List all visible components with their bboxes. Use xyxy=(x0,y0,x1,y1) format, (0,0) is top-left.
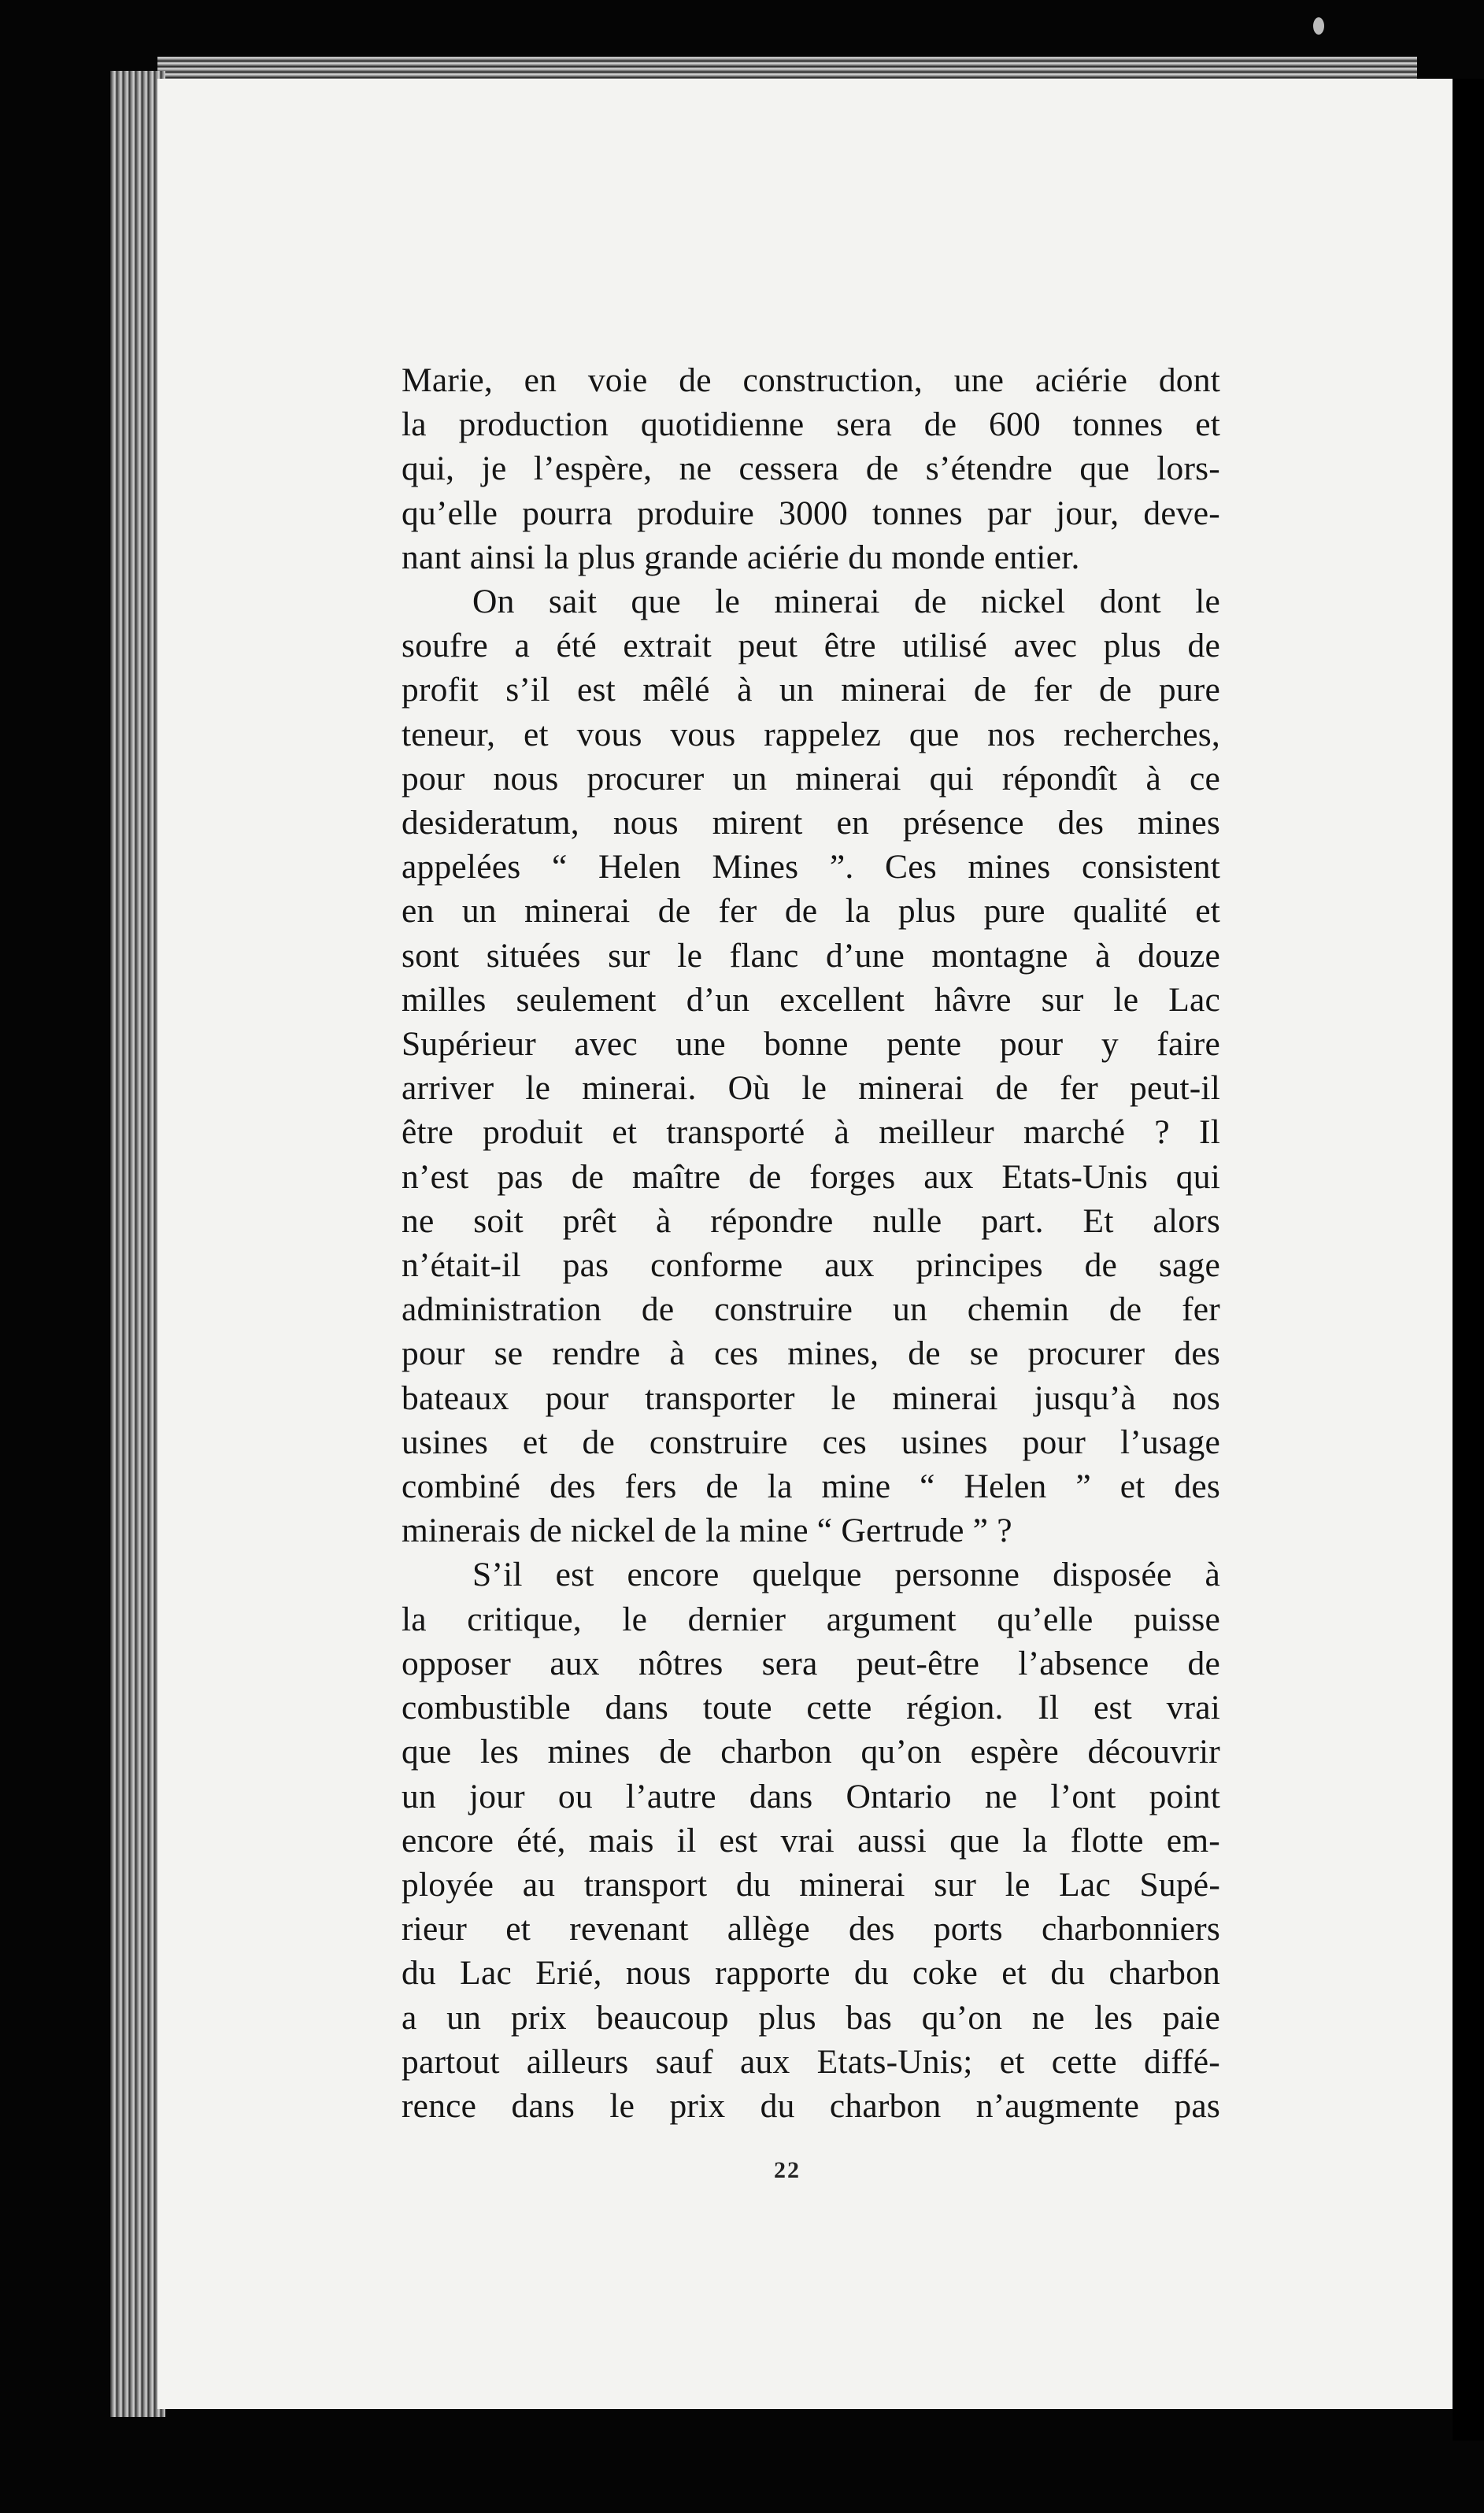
text-line: qu’elle pourra produire 3000 tonnes par jour, deve- xyxy=(402,494,1220,532)
paragraph-2 xyxy=(402,579,1220,1553)
text-line: n’est pas de maître de forges aux Etats-Unis qui xyxy=(402,1157,1220,1196)
text-line: usines et de construire ces usines pour l’usage xyxy=(402,1423,1220,1461)
text-line: ployée au transport du minerai sur le Lac Supé- xyxy=(402,1865,1220,1904)
text-line: que les mines de charbon qu’on espère découvrir xyxy=(402,1733,1220,1771)
text-line: rence dans le prix du charbon n’augmente pas xyxy=(402,2086,1220,2125)
text-line: On sait que le minerai de nickel dont le xyxy=(472,583,1220,621)
text-line: qui, je l’espère, ne cessera de s’étendre que lors- xyxy=(402,450,1220,488)
text-line: administration de construire un chemin de fer xyxy=(402,1290,1220,1329)
text-line: teneur, et vous vous rappelez que nos recherches, xyxy=(402,715,1220,753)
text-line: bateaux pour transporter le minerai jusqu’à nos xyxy=(402,1379,1220,1417)
text-line: a un prix beaucoup plus bas qu’on ne les paie xyxy=(402,1998,1220,2037)
text-line: S’il est encore quelque personne disposée à xyxy=(472,1556,1220,1594)
text-line: pour nous procurer un minerai qui répondît à ce xyxy=(402,759,1220,798)
text-line: du Lac Erié, nous rapporte du coke et du charbon xyxy=(402,1954,1220,1993)
text-line: Marie, en voie de construction, une aciérie dont xyxy=(402,361,1220,399)
text-line: appelées “ Helen Mines ”. Ces mines consistent xyxy=(402,848,1220,886)
text-line: la production quotidienne sera de 600 tonnes et xyxy=(402,405,1220,444)
text-line: un jour ou l’autre dans Ontario ne l’ont point xyxy=(402,1777,1220,1815)
text-line: la critique, le dernier argument qu’elle puisse xyxy=(402,1600,1220,1638)
page-number: 22 xyxy=(774,2157,801,2183)
text-line: être produit et transporté à meilleur marché ? Il xyxy=(402,1113,1220,1152)
body-text xyxy=(402,358,1220,2128)
text-line: encore été, mais il est vrai aussi que la flotte em- xyxy=(402,1821,1220,1860)
right-shadow xyxy=(1453,79,1484,2441)
text-line: combustible dans toute cette région. Il est vrai xyxy=(402,1689,1220,1727)
text-line: Supérieur avec une bonne pente pour y faire xyxy=(402,1025,1220,1064)
text-line: nant ainsi la plus grande aciérie du monde entier. xyxy=(402,538,1080,576)
text-line: n’était-il pas conforme aux principes de sage xyxy=(402,1246,1220,1285)
dust-speck xyxy=(1313,17,1324,35)
text-line: opposer aux nôtres sera peut-être l’absence de xyxy=(402,1644,1220,1682)
text-line: milles seulement d’un excellent hâvre sur le Lac xyxy=(402,980,1220,1019)
paragraph-3 xyxy=(402,1553,1220,2128)
text-line: partout ailleurs sauf aux Etats-Unis; et cette diffé- xyxy=(402,2042,1220,2081)
text-line: sont situées sur le flanc d’une montagne à douze xyxy=(402,936,1220,975)
text-line: desideratum, nous mirent en présence des mines xyxy=(402,804,1220,842)
text-line: ne soit prêt à répondre nulle part. Et alors xyxy=(402,1201,1220,1240)
text-line: soufre a été extrait peut être utilisé avec plus de xyxy=(402,627,1220,665)
paragraph-1 xyxy=(402,358,1220,579)
text-line: combiné des fers de la mine “ Helen ” et des xyxy=(402,1467,1220,1506)
text-line: minerais de nickel de la mine “ Gertrude ” ? xyxy=(402,1512,1012,1550)
text-line: pour se rendre à ces mines, de se procurer des xyxy=(402,1334,1220,1373)
text-line: en un minerai de fer de la plus pure qualité et xyxy=(402,892,1220,931)
text-line: profit s’il est mêlé à un minerai de fer de pure xyxy=(402,671,1220,709)
text-line: rieur et revenant allège des ports charbonniers xyxy=(402,1910,1220,1949)
text-line: arriver le minerai. Où le minerai de fer peut-il xyxy=(402,1069,1220,1108)
